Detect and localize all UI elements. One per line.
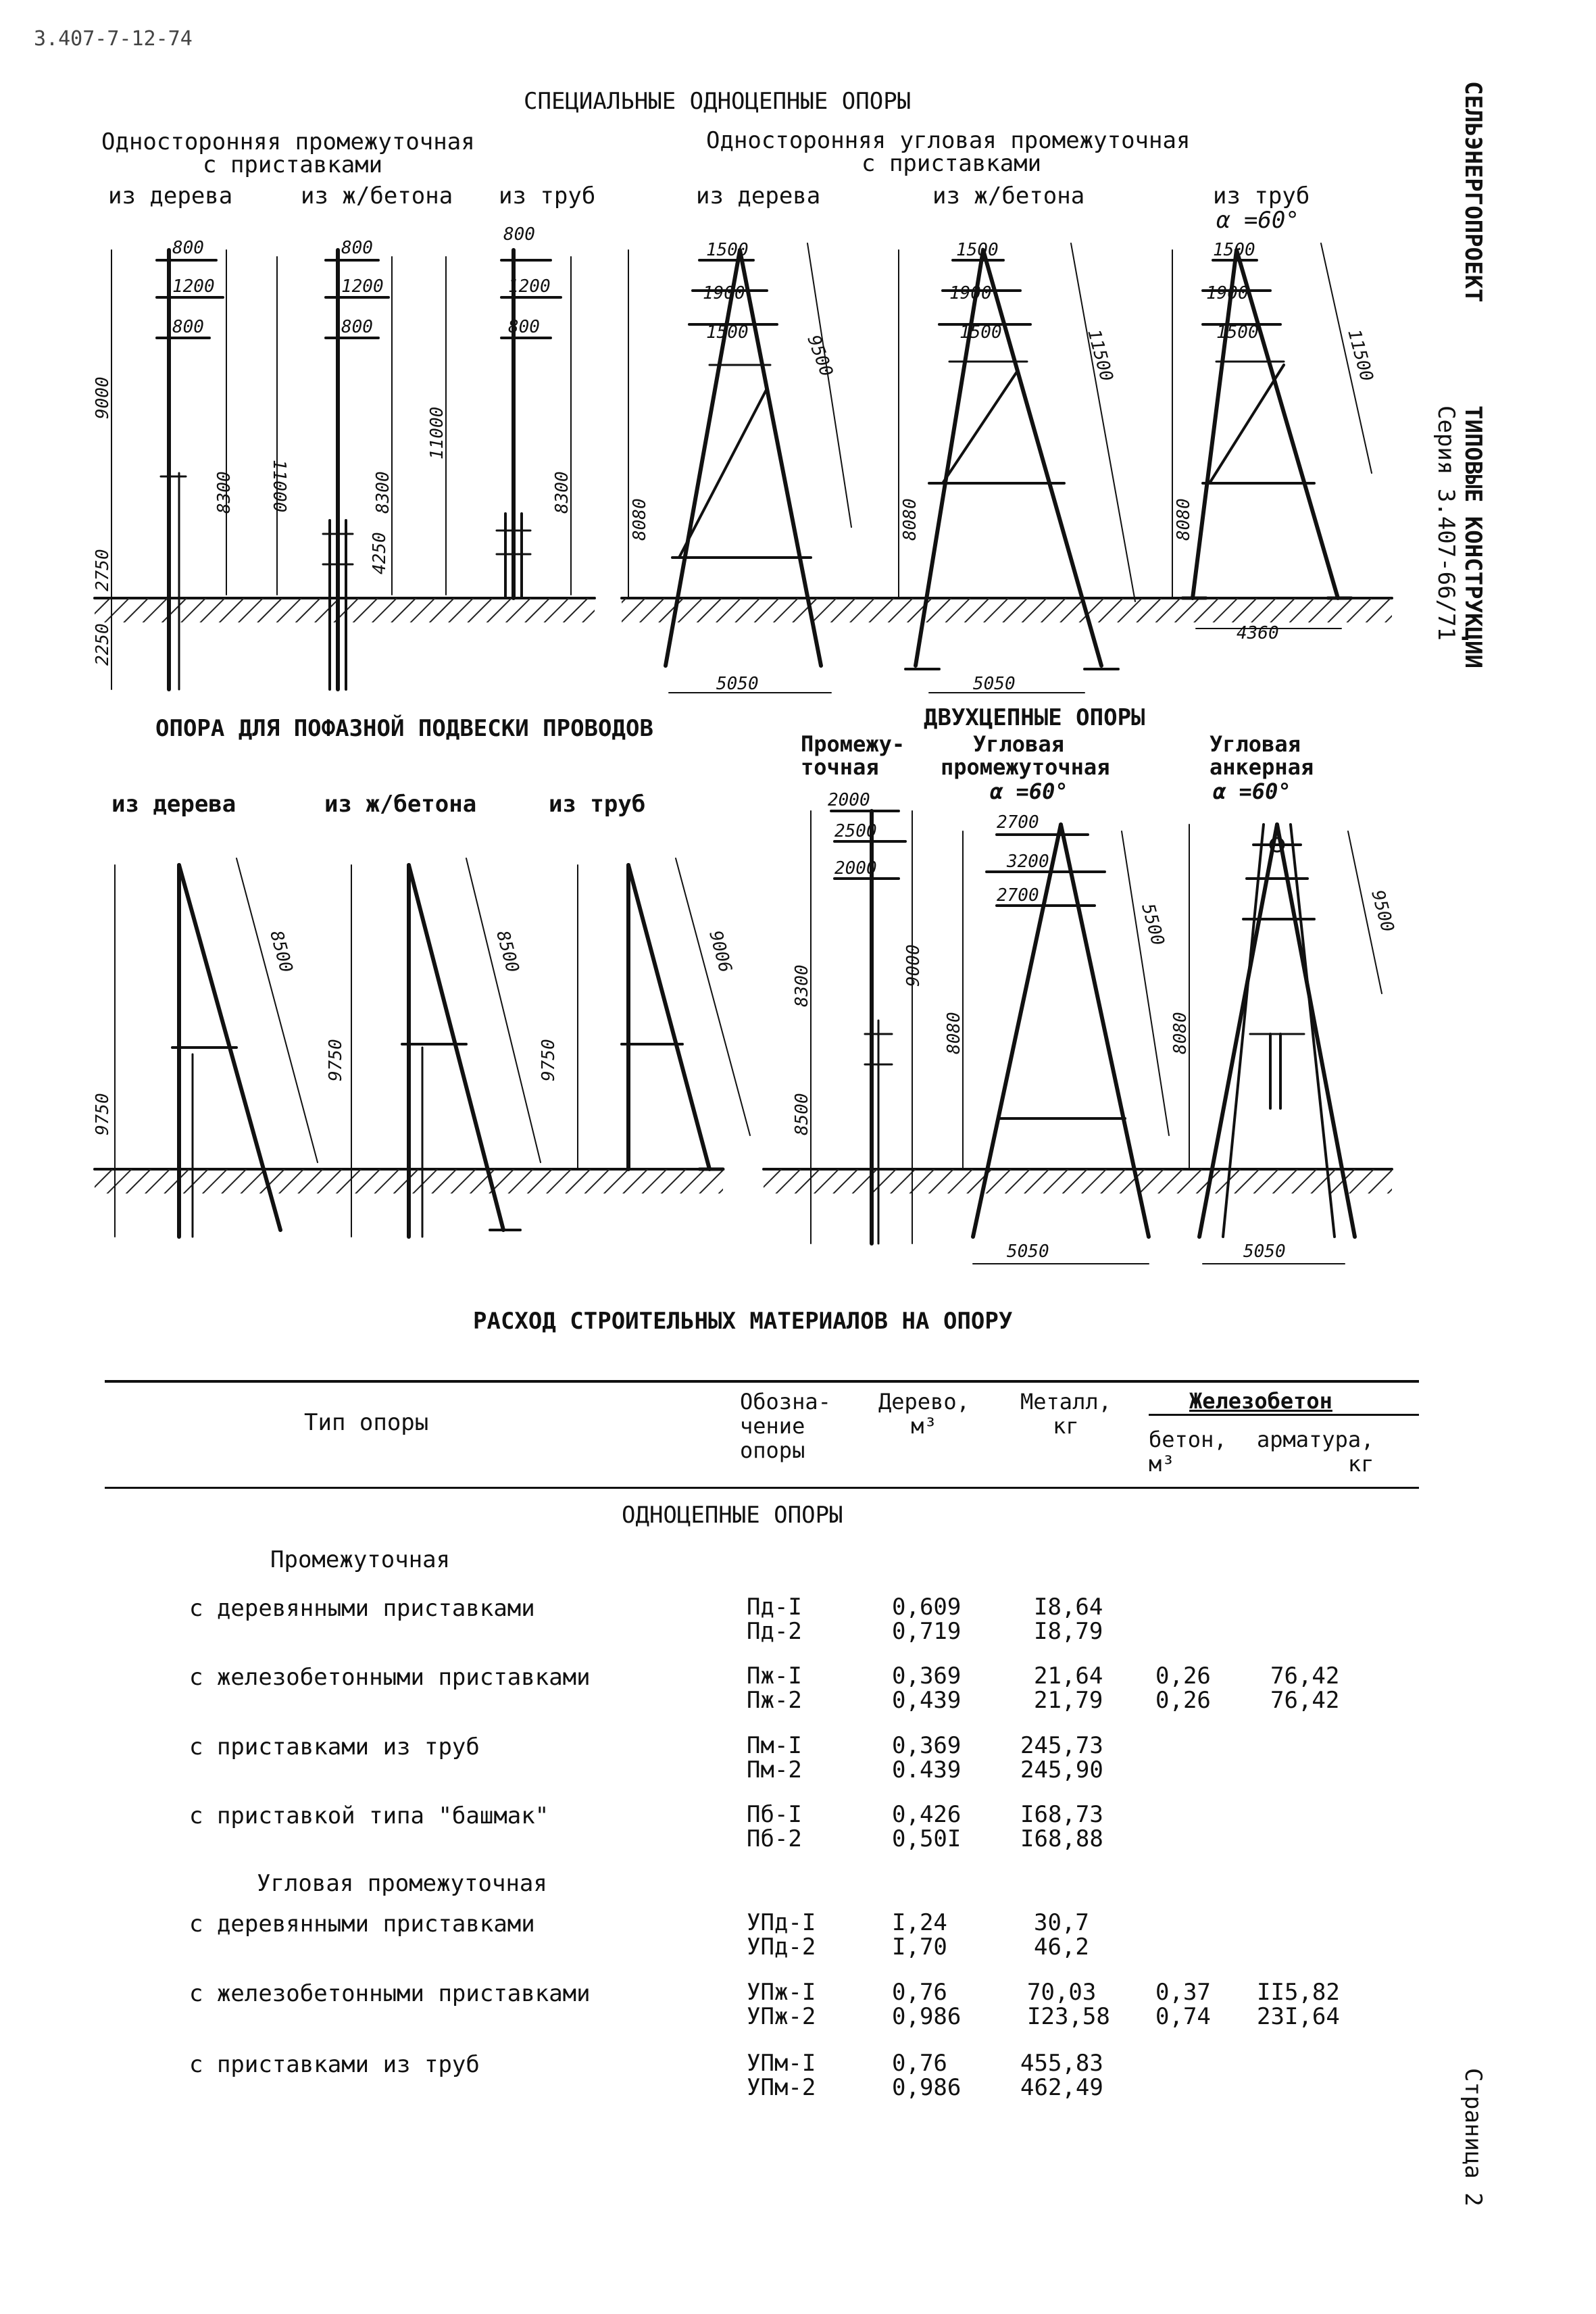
- dim-label: 5050: [973, 674, 1016, 694]
- double-angular: [963, 824, 1169, 1264]
- dim-label: 1500: [1216, 322, 1259, 343]
- dim-label: 9500: [803, 333, 837, 380]
- metal-value: 21,79: [1034, 1687, 1103, 1714]
- dim-label: 1500: [959, 322, 1002, 343]
- s1-col-pipe-b: из труб: [1213, 182, 1310, 210]
- row-name: с приставками из труб: [189, 1733, 480, 1761]
- dim-label: 2000: [828, 790, 870, 810]
- metal-value: I23,58: [1027, 2003, 1110, 2030]
- row-metal: [1034, 1664, 1103, 1713]
- row-codes: [747, 1733, 802, 1782]
- wood-value: 0,986: [892, 2074, 962, 2101]
- s3-col1-line2: точная: [801, 754, 879, 780]
- table-header-rule: [105, 1487, 1419, 1489]
- header-metal: [1020, 1389, 1112, 1438]
- s3-col3-line1: Угловая: [1210, 731, 1301, 757]
- header-concrete-l1: бетон,: [1149, 1427, 1227, 1452]
- dim-label: 1500: [1213, 240, 1255, 260]
- dim-label: 5050: [1007, 1241, 1049, 1262]
- dim-label: 8300: [214, 471, 234, 514]
- s2-col-wood: из дерева: [111, 791, 236, 818]
- row-wood: [892, 1664, 961, 1713]
- section1-title: СПЕЦИАЛЬНЫЕ ОДНОЦЕПНЫЕ ОПОРЫ: [524, 88, 912, 115]
- phase-pole-pipe: [578, 858, 750, 1169]
- document-code: 3.407-7-12-74: [34, 27, 193, 51]
- wood-value: 0,609: [892, 1594, 962, 1621]
- metal-value: I68,73: [1020, 1801, 1103, 1828]
- dim-label: 2500: [834, 821, 877, 841]
- row-wood: [892, 2051, 961, 2100]
- row-wood: [892, 1980, 961, 2029]
- wood-value: 0.439: [892, 1756, 962, 1783]
- dim-label: 8300: [792, 964, 812, 1007]
- row-metal: [1020, 1802, 1103, 1851]
- wood-value: 0,369: [892, 1732, 962, 1759]
- dim-label: 11500: [1083, 327, 1117, 384]
- s3-col3-line2: анкерная: [1210, 754, 1314, 780]
- row-rebar: [1270, 1664, 1339, 1713]
- dim-label: 5500: [1137, 902, 1168, 948]
- dim-label: 8500: [266, 929, 297, 975]
- wood-value: 0,719: [892, 1618, 962, 1645]
- row-name: с деревянными приставками: [189, 1595, 535, 1622]
- row-name: с приставками из труб: [189, 2051, 480, 2078]
- row-codes: [747, 1911, 816, 1959]
- header-wood-l1: Дерево,: [878, 1389, 970, 1414]
- dim-label: 1200: [508, 276, 551, 297]
- row-wood: [892, 1595, 961, 1644]
- section3-title: ДВУХЦЕПНЫЕ ОПОРЫ: [924, 704, 1145, 731]
- row-codes: [747, 1664, 802, 1713]
- code: Пм-2: [747, 1756, 802, 1783]
- dim-label: 9000: [903, 944, 924, 987]
- dim-label: 4250: [370, 532, 390, 574]
- s3-col3-angle: α =60°: [1213, 779, 1291, 804]
- concrete-value: 0,74: [1155, 2003, 1211, 2030]
- pole-a-pipe: [497, 250, 571, 598]
- dim-label: 4360: [1237, 623, 1279, 643]
- side-page: Страница 2: [1460, 2068, 1487, 2207]
- wood-value: 0,76: [892, 2050, 947, 2077]
- group-a-title: Односторонняя промежуточная: [101, 128, 475, 155]
- wood-value: 0,986: [892, 2003, 962, 2030]
- side-title: ТИПОВЫЕ КОНСТРУКЦИИ: [1460, 405, 1487, 668]
- code: УПж-2: [747, 2003, 816, 2030]
- dim-label: 11500: [1343, 327, 1377, 384]
- row-codes: [747, 1802, 802, 1851]
- metal-value: 462,49: [1020, 2074, 1103, 2101]
- concrete-value: 0,26: [1155, 1663, 1211, 1690]
- dim-label: 8080: [900, 498, 920, 541]
- side-series: Серия 3.407-66/71: [1432, 405, 1460, 641]
- group-b-title: Односторонняя угловая промежуточная: [706, 127, 1191, 154]
- dim-label: 5050: [716, 674, 759, 694]
- code: УПж-I: [747, 1979, 816, 2006]
- metal-value: 245,90: [1020, 1756, 1103, 1783]
- row-wood: [892, 1802, 961, 1851]
- header-designation-l1: Обозна-: [740, 1389, 831, 1414]
- dim-label: 800: [508, 317, 540, 337]
- s3-col2-line1: Угловая: [973, 731, 1064, 757]
- row-codes: [747, 1595, 802, 1644]
- dim-label: 2250: [93, 623, 113, 666]
- dim-label: 800: [341, 317, 373, 337]
- dim-label: 11000: [269, 460, 289, 513]
- dim-label: 1500: [956, 240, 999, 260]
- dim-label: 9500: [1367, 888, 1398, 935]
- row-wood: [892, 1911, 947, 1959]
- pole-b-wood: [628, 243, 851, 693]
- dim-label: 8080: [1174, 498, 1194, 541]
- dim-label: 8500: [792, 1093, 812, 1135]
- row-metal: [1020, 2051, 1103, 2100]
- group-a-subtitle: с приставками: [203, 151, 383, 178]
- header-concrete-l2: м³: [1149, 1451, 1175, 1477]
- header-designation: [740, 1389, 831, 1462]
- header-concrete: [1149, 1427, 1227, 1476]
- row-metal: [1034, 1911, 1089, 1959]
- dim-label: 1200: [341, 276, 384, 297]
- row-metal: [1034, 1595, 1103, 1644]
- dim-label: 800: [341, 238, 373, 258]
- dim-label: 8300: [552, 471, 572, 514]
- row-name: с железобетонными приставками: [189, 1980, 591, 2007]
- header-designation-l2: чение: [740, 1413, 805, 1439]
- header-type: Тип опоры: [304, 1409, 429, 1436]
- header-rebar: [1257, 1427, 1374, 1476]
- dim-label: 8080: [944, 1012, 964, 1054]
- table-title: РАСХОД СТРОИТЕЛЬНЫХ МАТЕРИАЛОВ НА ОПОРУ: [473, 1308, 1013, 1335]
- dim-label: 800: [172, 238, 204, 258]
- row-name: с деревянными приставками: [189, 1911, 535, 1938]
- group-b-subtitle: с приставками: [862, 150, 1042, 177]
- rebar-value: 23I,64: [1257, 2003, 1340, 2030]
- code: Пм-I: [747, 1732, 802, 1759]
- wood-value: 0,50I: [892, 1825, 962, 1852]
- dim-label: 8080: [1170, 1012, 1191, 1054]
- s1-col-wood-a: из дерева: [108, 182, 233, 210]
- rebar-value: II5,82: [1257, 1979, 1340, 2006]
- dim-label: 1500: [706, 322, 749, 343]
- code: Пд-I: [747, 1594, 802, 1621]
- s3-col2-line2: промежуточная: [941, 754, 1110, 780]
- wood-value: I,70: [892, 1934, 947, 1961]
- row-name: с железобетонными приставками: [189, 1664, 591, 1691]
- row-codes: [747, 1980, 816, 2029]
- dim-label: 2700: [997, 812, 1039, 833]
- header-rebar-l1: арматура,: [1257, 1427, 1374, 1452]
- group-title: Промежуточная: [270, 1546, 451, 1573]
- header-rebar-l2: кг: [1347, 1451, 1374, 1477]
- dim-label: 11000: [427, 406, 447, 460]
- dim-label: 2000: [834, 858, 877, 879]
- s2-col-concrete: из ж/бетона: [324, 791, 477, 818]
- row-codes: [747, 2051, 816, 2100]
- dim-label: 1500: [706, 240, 749, 260]
- header-rc: Железобетон: [1189, 1388, 1332, 1414]
- group-title: Угловая промежуточная: [257, 1870, 547, 1897]
- s3-col2-angle: α =60°: [990, 779, 1068, 804]
- s1-angle: α =60°: [1216, 207, 1299, 234]
- header-metal-l2: кг: [1053, 1413, 1079, 1439]
- dim-label: 9750: [539, 1039, 559, 1081]
- header-wood-l2: м³: [911, 1413, 937, 1439]
- pole-b-pipe: [1172, 243, 1372, 629]
- dim-label: 9750: [326, 1039, 346, 1081]
- wood-value: 0,76: [892, 1979, 947, 2006]
- metal-value: I8,79: [1034, 1618, 1103, 1645]
- rebar-value: 76,42: [1270, 1687, 1340, 1714]
- s2-col-pipe: из труб: [549, 791, 646, 818]
- wood-value: I,24: [892, 1909, 947, 1936]
- pole-a-concrete: [323, 250, 446, 689]
- metal-value: I68,88: [1020, 1825, 1103, 1852]
- dim-label: 5050: [1243, 1241, 1286, 1262]
- rebar-value: 76,42: [1270, 1663, 1340, 1690]
- dim-label: 1200: [172, 276, 215, 297]
- code: Пб-I: [747, 1801, 802, 1828]
- metal-value: 21,64: [1034, 1663, 1103, 1690]
- dim-label: 2700: [997, 885, 1039, 906]
- dim-label: 800: [503, 224, 535, 245]
- dim-label: 8080: [630, 498, 650, 541]
- header-wood: [878, 1389, 970, 1438]
- code: УПд-2: [747, 1934, 816, 1961]
- row-rebar: [1257, 1980, 1340, 2029]
- dim-label: 9000: [93, 376, 113, 419]
- metal-value: 46,2: [1034, 1934, 1089, 1961]
- double-anchor: [1189, 824, 1382, 1264]
- dim-label: 800: [172, 317, 204, 337]
- row-wood: [892, 1733, 961, 1782]
- header-metal-l1: Металл,: [1020, 1389, 1112, 1414]
- dim-label: 1900: [949, 283, 992, 303]
- metal-value: 455,83: [1020, 2050, 1103, 2077]
- s1-col-concrete-a: из ж/бетона: [301, 182, 453, 210]
- wood-value: 0,369: [892, 1663, 962, 1690]
- code: УПд-I: [747, 1909, 816, 1936]
- row-concrete: [1155, 1664, 1211, 1713]
- table-top-rule: [105, 1380, 1419, 1383]
- code: Пб-2: [747, 1825, 802, 1852]
- code: УПм-2: [747, 2074, 816, 2101]
- dim-label: 9006: [705, 929, 736, 975]
- dim-label: 8300: [373, 471, 393, 514]
- row-metal: [1027, 1980, 1110, 2029]
- concrete-value: 0,26: [1155, 1687, 1211, 1714]
- table-section: ОДНОЦЕПНЫЕ ОПОРЫ: [622, 1502, 843, 1529]
- code: Пж-2: [747, 1687, 802, 1714]
- wood-value: 0,439: [892, 1687, 962, 1714]
- side-org: СЕЛЬЭНЕРГОПРОЕКТ: [1460, 81, 1487, 303]
- concrete-value: 0,37: [1155, 1979, 1211, 2006]
- metal-value: 245,73: [1020, 1732, 1103, 1759]
- metal-value: I8,64: [1034, 1594, 1103, 1621]
- code: УПм-I: [747, 2050, 816, 2077]
- pole-b-concrete: [899, 243, 1135, 693]
- rc-subrule: [1149, 1414, 1419, 1416]
- code: Пд-2: [747, 1618, 802, 1645]
- wood-value: 0,426: [892, 1801, 962, 1828]
- dim-label: 2750: [93, 549, 113, 591]
- dim-label: 1900: [1206, 283, 1249, 303]
- header-designation-l3: опоры: [740, 1437, 805, 1463]
- dim-label: 1900: [703, 283, 745, 303]
- s1-col-concrete-b: из ж/бетона: [932, 182, 1085, 210]
- s3-col1-line1: Промежу-: [801, 731, 905, 757]
- dim-label: 8500: [492, 929, 523, 975]
- metal-value: 70,03: [1027, 1979, 1097, 2006]
- section2-title: ОПОРА ДЛЯ ПОФАЗНОЙ ПОДВЕСКИ ПРОВОДОВ: [155, 715, 653, 742]
- row-concrete: [1155, 1980, 1211, 2029]
- pole-a-wood: [111, 250, 277, 689]
- dim-label: 9750: [93, 1093, 113, 1135]
- row-metal: [1020, 1733, 1103, 1782]
- s1-col-pipe-a: из труб: [499, 182, 596, 210]
- s1-col-wood-b: из дерева: [696, 182, 821, 210]
- code: Пж-I: [747, 1663, 802, 1690]
- dim-label: 3200: [1007, 852, 1049, 872]
- row-name: с приставкой типа "башмак": [189, 1802, 549, 1829]
- metal-value: 30,7: [1034, 1909, 1089, 1936]
